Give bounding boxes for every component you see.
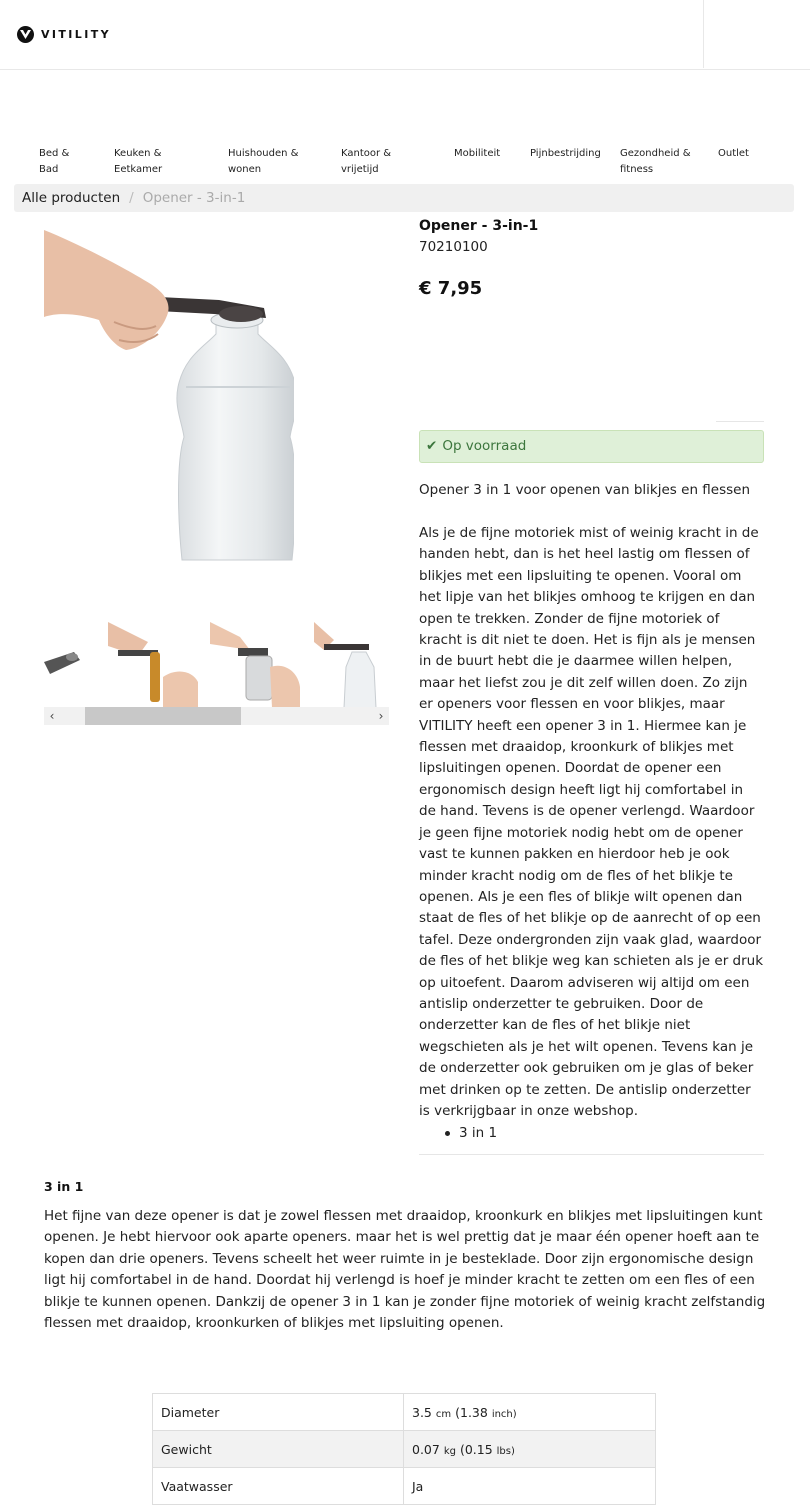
breadcrumb-separator: / (129, 190, 134, 206)
list-item: 3 in 1 (445, 1123, 497, 1144)
spec-value: 0.07 kg (0.15 lbs) (404, 1431, 656, 1468)
feature-section-title: 3 in 1 (44, 1179, 84, 1194)
scroll-right-icon[interactable]: › (378, 709, 384, 723)
spec-label: Vaatwasser (153, 1468, 404, 1505)
divider (419, 1154, 764, 1155)
header-divider (703, 0, 704, 68)
nav-item-keuken-eetkamer[interactable]: Keuken & Eetkamer (114, 148, 163, 175)
brand-logo[interactable] (17, 26, 111, 43)
brand-name: VITILITY (41, 28, 111, 41)
nav-item-pijnbestrijding[interactable]: Pijnbestrijding (530, 148, 601, 159)
spec-value: Ja (404, 1468, 656, 1505)
breadcrumb-current: Opener - 3-in-1 (142, 190, 246, 206)
spec-value: 3.5 cm (1.38 inch) (404, 1394, 656, 1431)
product-price: € 7,95 (419, 278, 483, 299)
nav-item-mobiliteit[interactable]: Mobiliteit (454, 148, 501, 159)
thumbnail-opener[interactable] (44, 622, 80, 708)
spec-label: Gewicht (153, 1431, 404, 1468)
scrollbar-thumb[interactable] (85, 707, 241, 725)
site-header (0, 0, 810, 70)
main-nav (0, 146, 810, 182)
vitility-logo-icon (17, 26, 34, 43)
nav-item-kantoor-vrijetijd[interactable]: Kantoor & vrijetijd (341, 148, 392, 175)
spec-label: Diameter (153, 1394, 404, 1431)
spec-table (152, 1393, 656, 1505)
stock-status-badge (419, 430, 764, 463)
feature-section-body: Het fijne van deze opener is dat je zowel flessen met draaidop, kroonkurk en blikjes met lipsluitingen kunt openen. Je hebt hiervoor ook aparte openers. maar het is wel prettig dat je maar één opener hoeft aan te kopen dan drie openers. Tevens scheelt het weer ruimte in je besteklade. Door zijn ergonomische design ligt hij comfortabel in de hand. Doordat hij verlengd is hoef je minder kracht te zetten om een fles of een blikje te kunnen openen. Dankzij de opener 3 in 1 kan je zonder fijne motoriek of weinig kracht zelfstandig flessen met draaidop, kroonkurken of blikjes met lipsluiting openen. (44, 1208, 766, 1332)
thumbnail-carousel (44, 622, 389, 708)
table-row (153, 1394, 656, 1431)
table-row (153, 1431, 656, 1468)
carousel-scrollbar[interactable] (44, 707, 389, 725)
product-sku: 70210100 (419, 239, 488, 255)
thumbnail-can[interactable] (210, 622, 300, 708)
scroll-left-icon[interactable]: ‹ (49, 709, 55, 723)
thumbnail-plastic-bottle[interactable] (314, 622, 389, 708)
short-description: Opener 3 in 1 voor openen van blikjes en flessen (419, 482, 751, 498)
breadcrumb-root-link[interactable]: Alle producten (22, 190, 121, 206)
product-title: Opener - 3-in-1 (419, 218, 539, 234)
check-icon: ✔ (426, 438, 438, 454)
feature-bullets (445, 1123, 497, 1144)
breadcrumb (14, 184, 794, 212)
table-row (153, 1468, 656, 1505)
divider (716, 421, 764, 422)
long-description: Als je de fijne motoriek mist of weinig kracht in de handen hebt, dan is het heel lastig om flessen of blikjes met een lipsluiting te openen. Vooral om het lipje van het blikjes omhoog te krijgen en dan open te trekken. Zonder de fijne motoriek of kracht is dit niet te doen. Het is fijn als je mensen in de buurt hebt die je daarmee willen helpen, maar het liefst zou je dit zelf willen doen. Zo zijn er openers voor flessen en voor blikjes, maar VITILITY heeft een opener 3 in 1. Hiermee kan je flessen met draaidop, kroonkurk of blikjes met lipsluitingen openen. Doordat de opener een ergonomisch design heeft ligt hij comfortabel in de hand. Tevens is de opener verlengd. Waardoor je geen fijne motoriek nodig hebt om de opener vast te kunnen pakken en hierdoor heb je ook minder kracht nodig om de fles of het blikje te openen. Als je een fles of blikje wilt openen dan staat de fles of het blikje op de aanrecht of op een tafel. Deze ondergronden zijn vaak glad, waardoor de fles of het blikje weg kan schieten als je er druk op uitoefent. Daarom adviseren wij altijd om een antislip onderzetter te gebruiken. Door de onderzetter kan de fles of het blikje niet wegschieten als je het wilt openen. Tevens kan je de onderzetter ook gebruiken om je glas of beker met drinken op te zetten. De antislip onderzetter is verkrijgbaar in onze webshop. (419, 525, 764, 1119)
stock-status-text: Op voorraad (442, 438, 527, 454)
nav-item-outlet[interactable]: Outlet (718, 148, 749, 159)
thumbnail-beer-bottle[interactable] (108, 622, 198, 708)
nav-item-huishouden-wonen[interactable]: Huishouden & wonen (228, 148, 299, 175)
nav-item-bed-bad[interactable]: Bed & Bad (39, 148, 70, 175)
nav-item-gezondheid-fitness[interactable]: Gezondheid & fitness (620, 148, 691, 175)
product-main-image[interactable] (44, 222, 294, 562)
